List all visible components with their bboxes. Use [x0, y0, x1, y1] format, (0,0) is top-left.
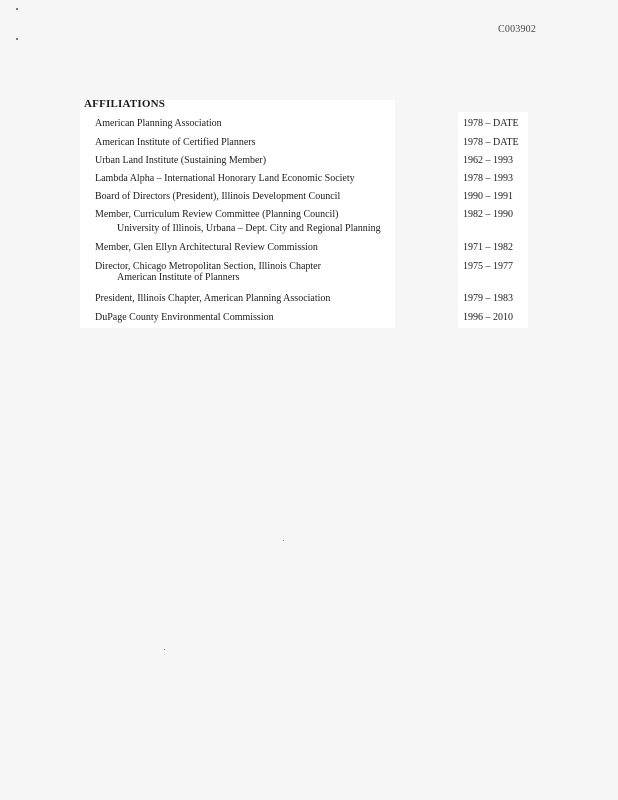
scan-speck [164, 649, 165, 650]
affiliation-name: Member, Glen Ellyn Architectural Review Commission [95, 242, 318, 253]
scan-speck [16, 38, 18, 40]
affiliation-years: 1979 – 1983 [463, 293, 513, 304]
affiliation-years: 1996 – 2010 [463, 312, 513, 323]
affiliation-detail: University of Illinois, Urbana – Dept. City and Regional Planning [117, 223, 381, 234]
affiliation-name: President, Illinois Chapter, American Planning Association [95, 293, 331, 304]
affiliation-years: 1978 – DATE [463, 137, 519, 148]
affiliation-name: American Institute of Certified Planners [95, 137, 256, 148]
affiliation-name: Director, Chicago Metropolitan Section, Illinois Chapter [95, 261, 321, 272]
affiliation-years: 1975 – 1977 [463, 261, 513, 272]
scan-speck [16, 8, 18, 10]
affiliation-name: Board of Directors (President), Illinois Development Council [95, 191, 341, 202]
affiliation-name: Member, Curriculum Review Committee (Planning Council) [95, 209, 339, 220]
affiliation-years: 1978 – DATE [463, 118, 519, 129]
section-heading: AFFILIATIONS [84, 98, 166, 110]
affiliation-years: 1962 – 1993 [463, 155, 513, 166]
affiliation-years: 1971 – 1982 [463, 242, 513, 253]
affiliation-name: Urban Land Institute (Sustaining Member) [95, 155, 267, 166]
affiliation-years: 1990 – 1991 [463, 191, 513, 202]
affiliation-years: 1982 – 1990 [463, 209, 513, 220]
affiliation-years: 1978 – 1993 [463, 173, 513, 184]
affiliation-detail: American Institute of Planners [117, 272, 240, 283]
affiliation-name: Lambda Alpha – International Honorary Land Economic Society [95, 173, 355, 184]
scan-speck [283, 540, 284, 541]
affiliation-name: DuPage County Environmental Commission [95, 312, 274, 323]
document-id: C003902 [498, 24, 537, 35]
affiliation-name: American Planning Association [95, 118, 222, 129]
